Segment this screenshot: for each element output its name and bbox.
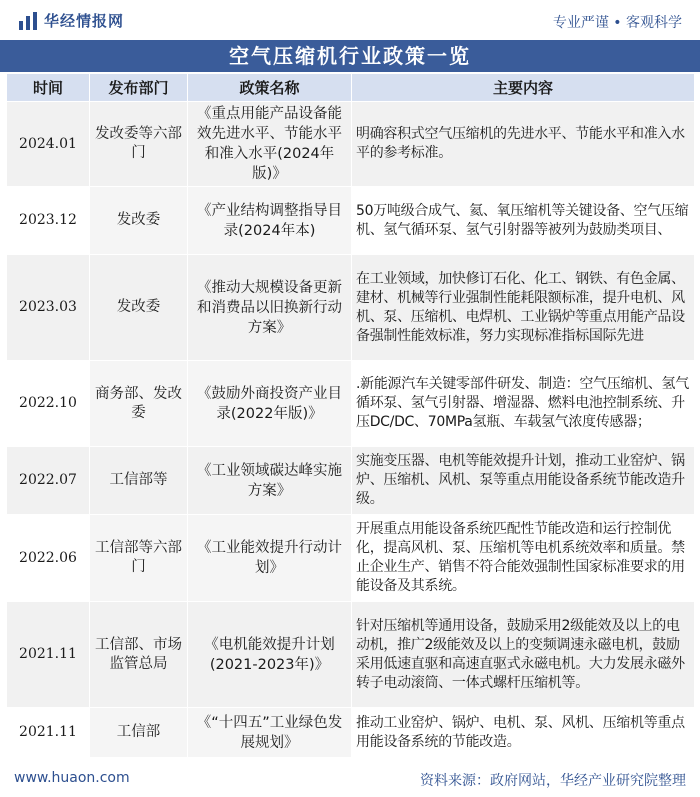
- slogan: 专业严谨 • 客观科学: [552, 15, 682, 31]
- column-header-time: 时间: [7, 74, 90, 102]
- logo-icon: [18, 11, 38, 31]
- policy-table: [6, 73, 695, 758]
- logo-text: 华经情报网: [44, 12, 125, 30]
- cell-policy: 《工业能效提升行动计划》: [188, 515, 352, 602]
- cell-policy: 《推动大规模设备更新和消费品以旧换新行动方案》: [188, 255, 352, 361]
- cell-time: 2022.10: [7, 361, 90, 447]
- table-row: [7, 602, 695, 708]
- table-row: [7, 102, 695, 187]
- cell-policy: 《电机能效提升计划(2021-2023年)》: [188, 602, 352, 708]
- cell-department: 工信部等六部门: [90, 515, 188, 602]
- top-bar: [0, 0, 700, 40]
- column-header-content: 主要内容: [352, 74, 695, 102]
- cell-time: 2023.03: [7, 255, 90, 361]
- cell-content: .新能源汽车关键零部件研发、制造：空气压缩机、氢气循环泵、氢气引射器、增湿器、燃料电池控制系统、升压DC/DC、70MPa氢瓶、车载氢气浓度传感器；: [352, 361, 695, 447]
- cell-department: 发改委等六部门: [90, 102, 188, 187]
- cell-time: 2023.12: [7, 187, 90, 255]
- table-row: [7, 255, 695, 361]
- cell-time: 2024.01: [7, 102, 90, 187]
- cell-content: 实施变压器、电机等能效提升计划，推动工业窑炉、锅炉、压缩机、风机、泵等重点用能设备系统节能改造升级。: [352, 447, 695, 515]
- logo: [18, 10, 124, 31]
- cell-content: 50万吨级合成气、氦、氧压缩机等关键设备、空气压缩机、氢气循环泵、氢气引射器等被列为鼓励类项目、: [352, 187, 695, 255]
- cell-content: 推动工业窑炉、锅炉、电机、泵、风机、压缩机等重点用能设备系统的节能改造。: [352, 708, 695, 758]
- cell-department: 工信部等: [90, 447, 188, 515]
- column-header-policy: 政策名称: [188, 74, 352, 102]
- website-link[interactable]: www.huaon.com: [14, 770, 130, 786]
- cell-policy: 《重点用能产品设备能效先进水平、节能水平和准入水平(2024年版)》: [188, 102, 352, 187]
- cell-content: 开展重点用能设备系统匹配性节能改造和运行控制优化，提高风机、泵、压缩机等电机系统效率和质量。禁止企业生产、销售不符合能效强制性国家标准要求的用能设备及其系统。: [352, 515, 695, 602]
- cell-time: 2021.11: [7, 708, 90, 758]
- table-row: [7, 515, 695, 602]
- cell-department: 商务部、发改委: [90, 361, 188, 447]
- cell-time: 2022.06: [7, 515, 90, 602]
- cell-policy: 《鼓励外商投资产业目录(2022年版)》: [188, 361, 352, 447]
- cell-department: 工信部、市场监管总局: [90, 602, 188, 708]
- source-note: 资料来源：政府网站，华经产业研究院整理: [420, 773, 686, 789]
- table-row: [7, 187, 695, 255]
- table-header-row: [7, 74, 695, 102]
- cell-content: 明确容积式空气压缩机的先进水平、节能水平和准入水平的参考标准。: [352, 102, 695, 187]
- cell-policy: 《“十四五”工业绿色发展规划》: [188, 708, 352, 758]
- table-row: [7, 447, 695, 515]
- cell-time: 2021.11: [7, 602, 90, 708]
- page-title: 空气压缩机行业政策一览: [0, 40, 700, 72]
- cell-content: 针对压缩机等通用设备，鼓励采用2级能效及以上的电动机，推广2级能效及以上的变频调速永磁电机，鼓励采用低速直驱和高速直驱式永磁电机。大力发展永磁外转子电动滚筒、一体式螺杆压缩机等。: [352, 602, 695, 708]
- cell-department: 工信部: [90, 708, 188, 758]
- cell-content: 在工业领域，加快修订石化、化工、钢铁、有色金属、建材、机械等行业强制性能耗限额标准，提升电机、风机、泵、压缩机、电焊机、工业锅炉等重点用能产品设备强制性能效标准，努力实现标准指标国际先进: [352, 255, 695, 361]
- cell-policy: 《产业结构调整指导目录(2024年本): [188, 187, 352, 255]
- cell-time: 2022.07: [7, 447, 90, 515]
- cell-department: 发改委: [90, 187, 188, 255]
- cell-department: 发改委: [90, 255, 188, 361]
- cell-policy: 《工业领域碳达峰实施方案》: [188, 447, 352, 515]
- footer: [0, 762, 700, 797]
- table-row: [7, 708, 695, 758]
- column-header-department: 发布部门: [90, 74, 188, 102]
- table-row: [7, 361, 695, 447]
